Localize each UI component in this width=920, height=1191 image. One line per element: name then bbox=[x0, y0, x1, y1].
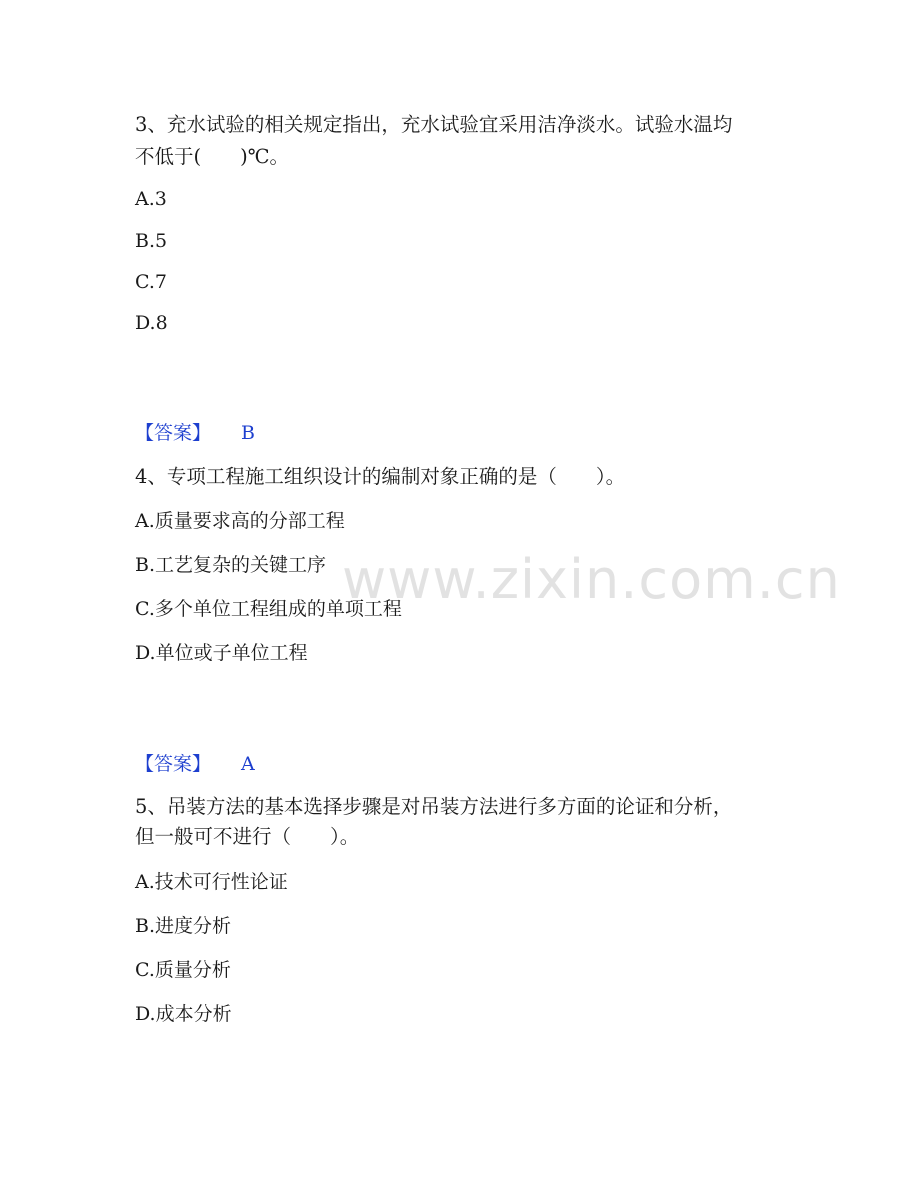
watermark: www.zixin.com.cn bbox=[342, 548, 841, 611]
question-5-option-c: C.质量分析 bbox=[135, 959, 231, 981]
question-3-answer bbox=[135, 421, 255, 445]
question-4-option-b: B.工艺复杂的关键工序 bbox=[135, 554, 327, 576]
answer-value: B bbox=[241, 422, 255, 444]
question-4-option-a: A.质量要求高的分部工程 bbox=[135, 510, 345, 532]
answer-value: A bbox=[241, 753, 255, 775]
question-3-option-c: C.7 bbox=[135, 271, 167, 293]
question-3-option-a: A.3 bbox=[135, 188, 167, 210]
question-5-option-d: D.成本分析 bbox=[135, 1003, 232, 1025]
answer-tag: 【答案】 bbox=[135, 422, 212, 444]
question-4-answer bbox=[135, 752, 255, 776]
question-3-title-line-1: 3、充水试验的相关规定指出，充水试验宜采用洁净淡水。试验水温均 bbox=[135, 113, 733, 136]
answer-tag: 【答案】 bbox=[135, 753, 212, 775]
question-3-title-line-2: 不低于( )℃。 bbox=[135, 145, 290, 168]
question-3-option-b: B.5 bbox=[135, 230, 168, 252]
question-5-option-b: B.进度分析 bbox=[135, 915, 232, 937]
question-5-title-line-1: 5、吊装方法的基本选择步骤是对吊装方法进行多方面的论证和分析， bbox=[135, 795, 733, 818]
question-5-title-line-2: 但一般可不进行（ ）。 bbox=[135, 825, 360, 848]
question-5-option-a: A.技术可行性论证 bbox=[135, 871, 288, 893]
question-3-option-d: D.8 bbox=[135, 312, 168, 334]
question-4-option-c: C.多个单位工程组成的单项工程 bbox=[135, 598, 402, 620]
question-4-title: 4、专项工程施工组织设计的编制对象正确的是（ ）。 bbox=[135, 465, 626, 488]
question-4-option-d: D.单位或子单位工程 bbox=[135, 642, 308, 664]
